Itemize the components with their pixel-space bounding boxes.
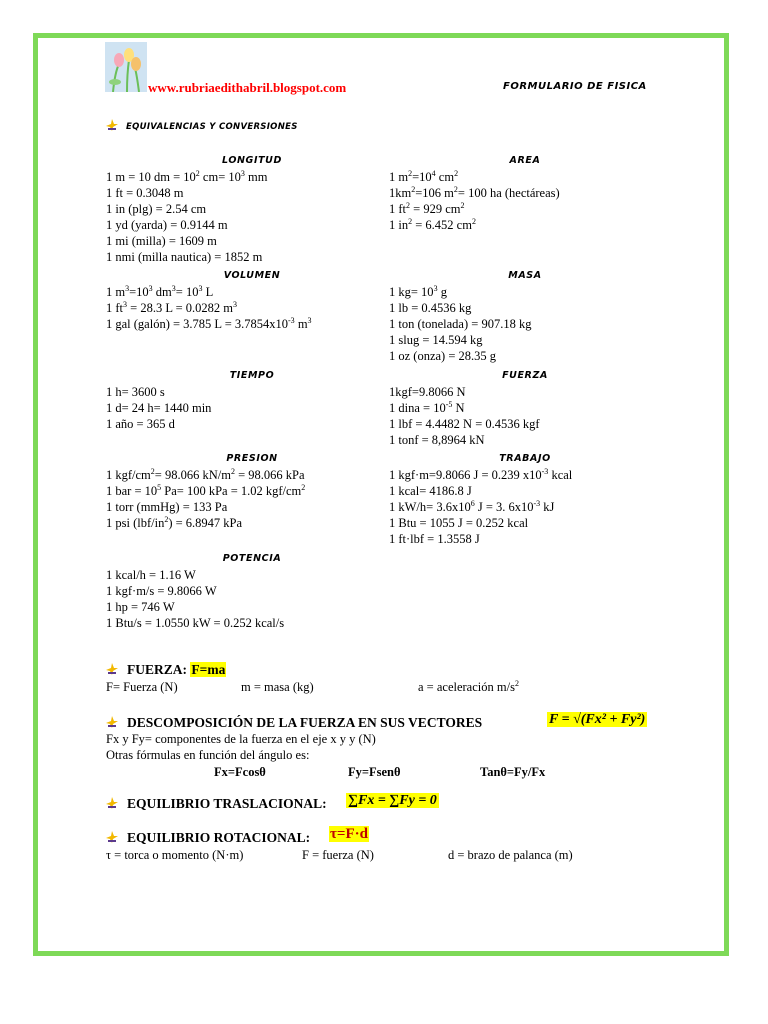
heading-masa: MASA <box>508 270 542 281</box>
section-title-text: EQUIVALENCIAS Y CONVERSIONES <box>126 122 298 132</box>
conversion-line: 1 $ft^3 = 28.3$ L = 0.0282 $m^3$ <box>106 300 238 315</box>
conversion-line: 1 dina = $10^{-5}$ N <box>389 400 465 415</box>
longitud-list <box>106 169 267 265</box>
volumen-list <box>106 284 312 332</box>
bullet-icon <box>106 716 118 728</box>
heading-volumen: VOLUMEN <box>223 270 281 281</box>
conversion-line: 1 gal (galón) = 3.785 $L = 3.7854x10^{-3}$ $m^3$ <box>106 316 312 331</box>
descomposicion-section <box>106 714 482 732</box>
heading-area: AREA <box>509 155 541 166</box>
fuerza-section: FUERZA: F=ma <box>106 661 226 679</box>
conversion-line: 1 kcal= 4186.8 J <box>389 484 472 498</box>
conversion-line: 1 slug = 14.594 kg <box>389 333 483 347</box>
area-list <box>389 169 560 233</box>
conversion-line: 1 kgf·m=9.8066 J = 0.239 $x10^{-3}$ kcal <box>389 467 573 482</box>
fuerza-def-f: F= Fuerza (N) <box>106 680 178 694</box>
conversion-line: 1 hp = 746 W <box>106 600 175 614</box>
conversion-line: 1 tonf = 8,8964 kN <box>389 433 485 447</box>
rotacional-def-f: F = fuerza (N) <box>302 848 374 862</box>
equilibrio-rotacional-section <box>106 829 310 847</box>
formula-tan: Tanθ=Fy/Fx <box>480 765 546 779</box>
fuerza-def-m: m = masa (kg) <box>241 680 314 694</box>
conversion-line: 1 ft·lbf = 1.3558 J <box>389 532 480 546</box>
equilibrio-traslacional-formula: ∑Fx = ∑Fy = 0 <box>348 793 437 808</box>
conversion-line: 1 $in^2 = 6.452$ $cm^2$ <box>389 217 476 232</box>
conversion-line: 1kgf=9.8066 N <box>389 385 466 399</box>
potencia-list <box>106 567 284 631</box>
masa-list <box>389 284 531 364</box>
conversion-line: 1 Btu = 1055 J = 0.252 kcal <box>389 516 529 530</box>
conversion-line: 1 oz (onza) = 28.35 g <box>389 349 497 363</box>
fuerza-def-a: a = aceleración $m/s^2$ <box>418 679 519 694</box>
conversion-line: 1 lb = 0.4536 kg <box>389 301 472 315</box>
conversion-line: $1km^2=106$ $m^2= 100$ ha (hectáreas) <box>389 185 560 200</box>
equilibrio-rotacional-formula: τ=F·d <box>330 826 368 842</box>
conversion-line: 1 año = 365 d <box>106 417 175 431</box>
conversion-line: 1 ton (tonelada) = 907.18 kg <box>389 317 532 331</box>
conversion-line: 1 Btu/s = 1.0550 kW = 0.252 kcal/s <box>106 616 285 630</box>
bullet-icon <box>106 831 118 843</box>
conversion-line: 1 kgf·m/s = 9.8066 W <box>106 584 217 598</box>
fuerza-label: FUERZA <box>127 662 183 677</box>
rotacional-def-d: d = brazo de palanca (m) <box>448 848 573 862</box>
tiempo-list <box>106 384 211 432</box>
conversion-line: 1 h= 3600 s <box>106 385 165 399</box>
conversion-line: 1 lbf = 4.4482 N = 0.4536 kgf <box>389 417 540 431</box>
bullet-icon <box>106 797 118 809</box>
equilibrio-traslacional-section <box>106 795 327 813</box>
conversion-line: 1 $ft^2 = 929$ $cm^2$ <box>389 201 465 216</box>
fuerza-conv-list <box>389 384 540 448</box>
equilibrio-traslacional-label: EQUILIBRIO TRASLACIONAL: <box>127 796 327 811</box>
equilibrio-rotacional-label: EQUILIBRIO ROTACIONAL: <box>127 830 311 845</box>
descomposicion-line1: Fx y Fy= componentes de la fuerza en el eje x y y (N) <box>106 732 376 746</box>
descomposicion-label: DESCOMPOSICIÓN DE LA FUERZA EN SUS VECTORES <box>127 715 483 730</box>
conversion-line: 1 $kW/h= 3.6x10^6$ J = 3. $6x10^{-3}$ kJ <box>389 499 555 514</box>
conversion-line: 1 nmi (milla nautica) = 1852 m <box>106 250 263 264</box>
formula-fx: Fx=Fcosθ <box>214 765 266 779</box>
conversion-line: 1 mi (milla) = 1609 m <box>106 234 217 248</box>
heading-tiempo: TIEMPO <box>229 370 275 381</box>
heading-trabajo: TRABAJO <box>499 453 551 464</box>
presion-list <box>106 467 305 531</box>
heading-fuerza: FUERZA <box>502 370 548 381</box>
conversion-line: 1 yd (yarda) = 0.9144 m <box>106 218 228 232</box>
document-title: FORMULARIO DE FISICA <box>503 81 647 92</box>
trabajo-list <box>389 467 572 547</box>
conversion-line: 1 in (plg) = 2.54 cm <box>106 202 207 216</box>
resultant-formula: F = √(Fx² + Fy²) <box>549 712 646 727</box>
rotacional-def-tau: τ = torca o momento (N·m) <box>106 848 244 862</box>
conversion-line: 1 torr (mmHg) = 133 Pa <box>106 500 228 514</box>
tulip-logo-image <box>105 42 147 92</box>
conversion-line: 1 $m^3=10^3$ $dm^3= 10^3$ L <box>106 284 214 299</box>
bullet-icon <box>106 663 118 675</box>
fuerza-formula: F=ma <box>191 662 226 677</box>
heading-potencia: POTENCIA <box>222 553 282 564</box>
conversion-line: 1 $m^2=10^4$ $cm^2$ <box>389 169 459 184</box>
heading-presion: PRESION <box>226 453 278 464</box>
conversion-line: 1 kgf/$cm^2= 98.066$ $kN/m^2 = 98.066$ kPa <box>106 467 305 482</box>
conversion-line: 1 ft = 0.3048 m <box>106 186 184 200</box>
section-title-equivalencias <box>106 119 298 132</box>
conversion-line: 1 bar = $10^5$ Pa= 100 kPa = 1.02 kgf/$cm^2$ <box>106 483 306 498</box>
conversion-line: 1 kcal/h = 1.16 W <box>106 568 196 582</box>
descomposicion-line2: Otras fórmulas en función del ángulo es: <box>106 748 310 762</box>
bullet-icon <box>106 119 118 131</box>
conversion-line: 1 psi $(lbf/in^2) = 6.8947$ kPa <box>106 515 243 530</box>
conversion-line: 1 d= 24 h= 1440 min <box>106 401 212 415</box>
formula-fy: Fy=Fsenθ <box>348 765 401 779</box>
conversion-line: 1 $kg= 10^3$ g <box>389 284 447 299</box>
conversion-line: 1 m = 10 dm = $10^2$ $cm= 10^3$ mm <box>106 169 268 184</box>
blog-url-link[interactable]: www.rubriaedithabril.blogspot.com <box>148 80 347 95</box>
heading-longitud: LONGITUD <box>222 155 282 166</box>
